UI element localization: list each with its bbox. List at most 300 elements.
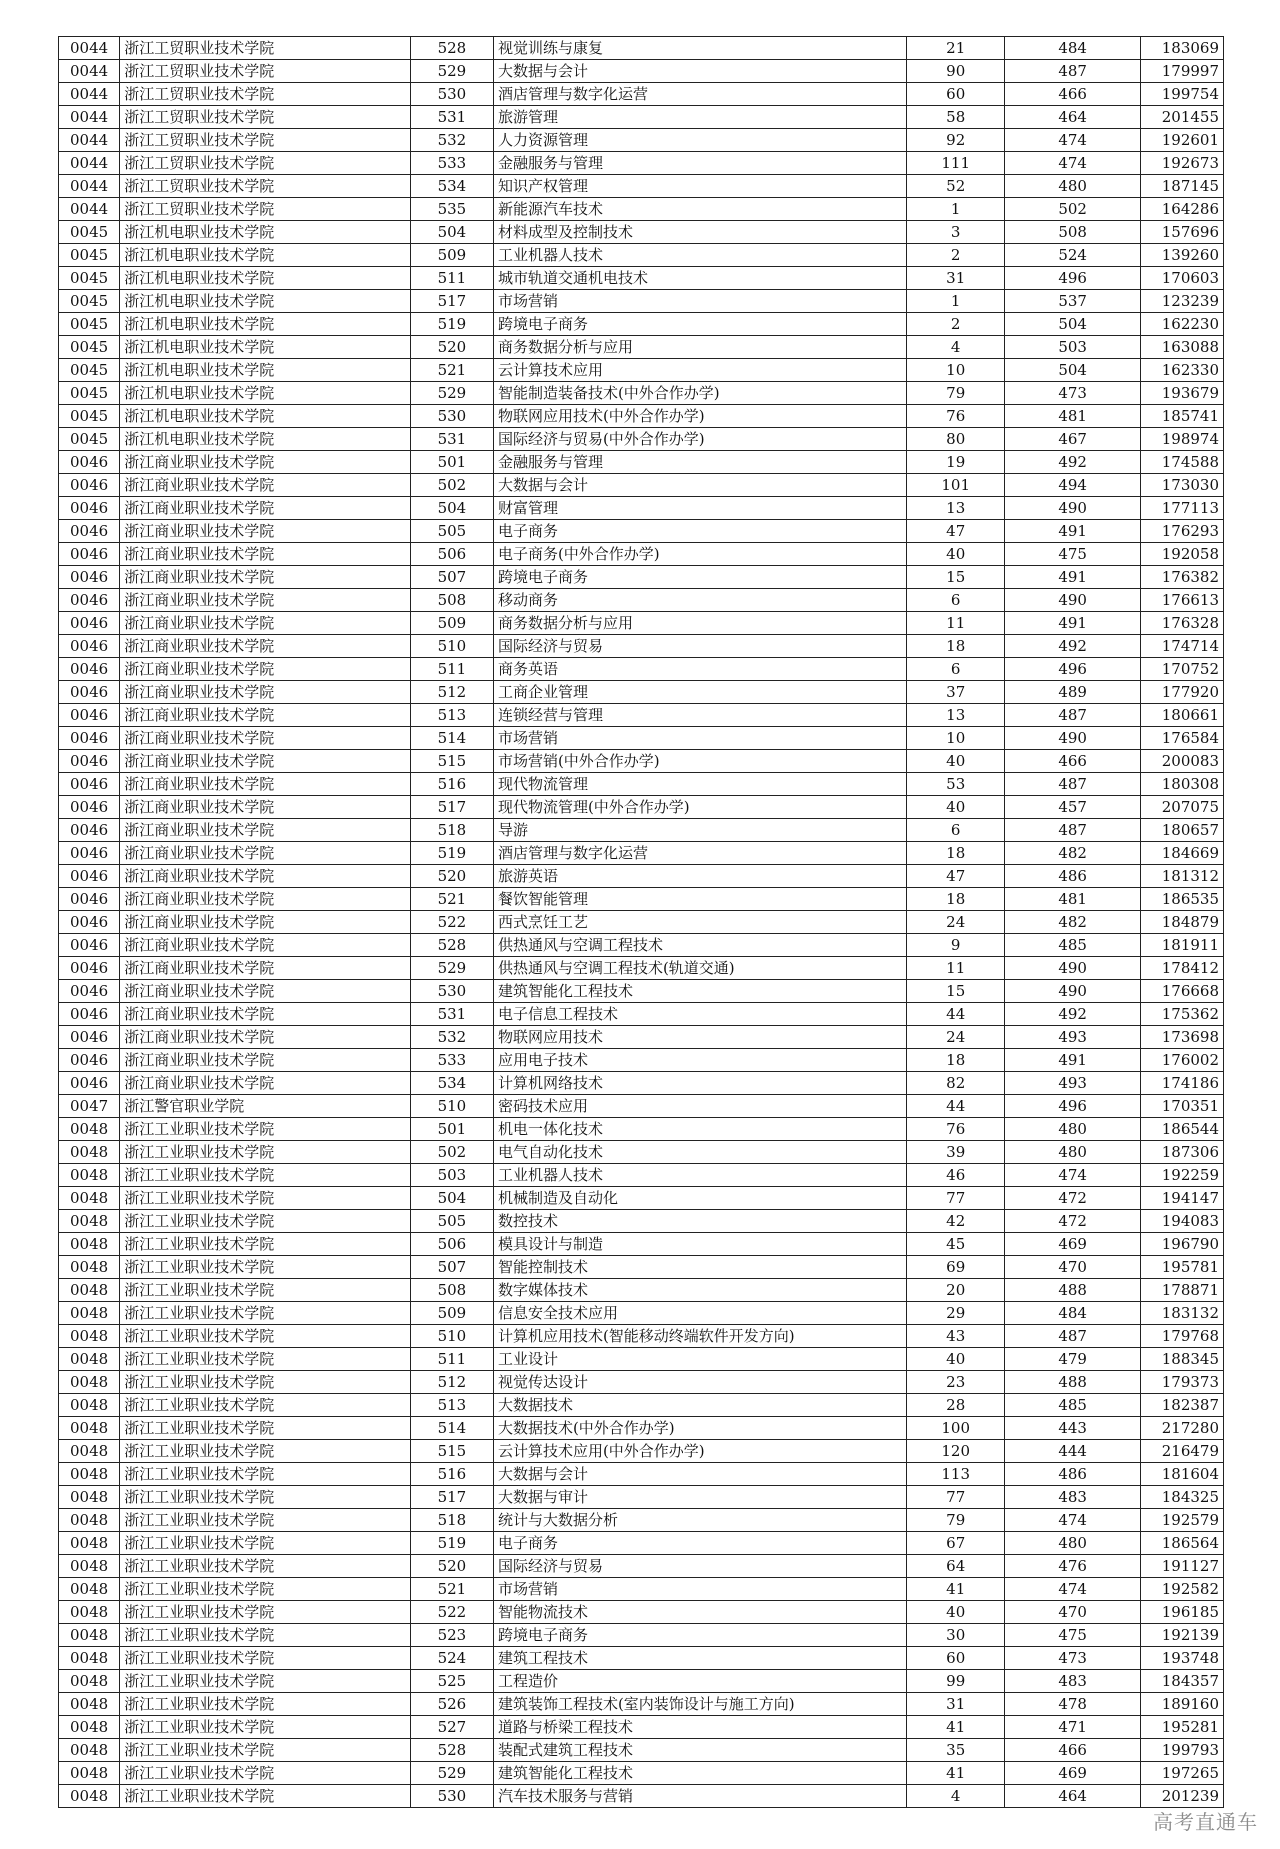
min-score-cell: 480: [1005, 1118, 1141, 1141]
table-row: [59, 589, 1224, 612]
school-code-cell: 0046: [59, 842, 120, 865]
plan-count-cell: 31: [907, 267, 1005, 290]
major-code-cell: 532: [410, 129, 493, 152]
major-name-cell: 云计算技术应用(中外合作办学): [493, 1440, 906, 1463]
major-code-cell: 528: [410, 1739, 493, 1762]
major-name-cell: 现代物流管理: [493, 773, 906, 796]
major-code-cell: 528: [410, 37, 493, 60]
major-name-cell: 旅游英语: [493, 865, 906, 888]
plan-count-cell: 24: [907, 911, 1005, 934]
major-code-cell: 532: [410, 1026, 493, 1049]
min-score-cell: 473: [1005, 1647, 1141, 1670]
plan-count-cell: 64: [907, 1555, 1005, 1578]
school-code-cell: 0048: [59, 1532, 120, 1555]
major-name-cell: 大数据技术(中外合作办学): [493, 1417, 906, 1440]
school-code-cell: 0046: [59, 934, 120, 957]
min-rank-cell: 183069: [1140, 37, 1223, 60]
min-score-cell: 488: [1005, 1279, 1141, 1302]
min-rank-cell: 176382: [1140, 566, 1223, 589]
table-row: [59, 1049, 1224, 1072]
major-code-cell: 513: [410, 704, 493, 727]
min-rank-cell: 193679: [1140, 382, 1223, 405]
min-score-cell: 484: [1005, 1302, 1141, 1325]
min-score-cell: 493: [1005, 1026, 1141, 1049]
major-name-cell: 智能制造装备技术(中外合作办学): [493, 382, 906, 405]
table-row: [59, 727, 1224, 750]
table-row: [59, 1118, 1224, 1141]
table-row: [59, 1601, 1224, 1624]
major-name-cell: 酒店管理与数字化运营: [493, 842, 906, 865]
table-row: [59, 612, 1224, 635]
major-name-cell: 建筑智能化工程技术: [493, 980, 906, 1003]
min-rank-cell: 179373: [1140, 1371, 1223, 1394]
min-score-cell: 493: [1005, 1072, 1141, 1095]
school-name-cell: 浙江工业职业技术学院: [120, 1670, 411, 1693]
school-name-cell: 浙江工业职业技术学院: [120, 1394, 411, 1417]
table-row: [59, 474, 1224, 497]
major-code-cell: 531: [410, 428, 493, 451]
school-name-cell: 浙江商业职业技术学院: [120, 911, 411, 934]
min-rank-cell: 179997: [1140, 60, 1223, 83]
school-name-cell: 浙江工业职业技术学院: [120, 1256, 411, 1279]
table-row: [59, 175, 1224, 198]
min-rank-cell: 176328: [1140, 612, 1223, 635]
school-name-cell: 浙江工业职业技术学院: [120, 1601, 411, 1624]
table-row: [59, 1072, 1224, 1095]
plan-count-cell: 90: [907, 60, 1005, 83]
major-name-cell: 国际经济与贸易: [493, 1555, 906, 1578]
school-code-cell: 0045: [59, 221, 120, 244]
table-row: [59, 1394, 1224, 1417]
major-name-cell: 统计与大数据分析: [493, 1509, 906, 1532]
plan-count-cell: 44: [907, 1095, 1005, 1118]
school-code-cell: 0044: [59, 83, 120, 106]
school-code-cell: 0048: [59, 1394, 120, 1417]
plan-count-cell: 99: [907, 1670, 1005, 1693]
school-code-cell: 0044: [59, 175, 120, 198]
min-score-cell: 444: [1005, 1440, 1141, 1463]
plan-count-cell: 21: [907, 37, 1005, 60]
min-score-cell: 470: [1005, 1601, 1141, 1624]
plan-count-cell: 18: [907, 842, 1005, 865]
min-rank-cell: 196790: [1140, 1233, 1223, 1256]
major-code-cell: 519: [410, 313, 493, 336]
school-code-cell: 0046: [59, 1003, 120, 1026]
table-row: [59, 106, 1224, 129]
min-score-cell: 485: [1005, 934, 1141, 957]
plan-count-cell: 47: [907, 865, 1005, 888]
major-code-cell: 509: [410, 1302, 493, 1325]
major-name-cell: 商务数据分析与应用: [493, 336, 906, 359]
table-row: [59, 152, 1224, 175]
school-name-cell: 浙江工业职业技术学院: [120, 1693, 411, 1716]
min-rank-cell: 174186: [1140, 1072, 1223, 1095]
major-name-cell: 供热通风与空调工程技术(轨道交通): [493, 957, 906, 980]
plan-count-cell: 40: [907, 796, 1005, 819]
school-name-cell: 浙江商业职业技术学院: [120, 819, 411, 842]
major-name-cell: 供热通风与空调工程技术: [493, 934, 906, 957]
school-name-cell: 浙江工业职业技术学院: [120, 1440, 411, 1463]
table-row: [59, 1371, 1224, 1394]
plan-count-cell: 40: [907, 1348, 1005, 1371]
table-row: [59, 336, 1224, 359]
school-code-cell: 0048: [59, 1463, 120, 1486]
major-code-cell: 519: [410, 842, 493, 865]
school-code-cell: 0048: [59, 1670, 120, 1693]
table-row: [59, 1348, 1224, 1371]
table-row: [59, 773, 1224, 796]
school-code-cell: 0045: [59, 405, 120, 428]
major-name-cell: 国际经济与贸易(中外合作办学): [493, 428, 906, 451]
table-row: [59, 566, 1224, 589]
table-row: [59, 1417, 1224, 1440]
plan-count-cell: 60: [907, 1647, 1005, 1670]
major-code-cell: 529: [410, 957, 493, 980]
min-score-cell: 443: [1005, 1417, 1141, 1440]
school-name-cell: 浙江工贸职业技术学院: [120, 83, 411, 106]
major-name-cell: 酒店管理与数字化运营: [493, 83, 906, 106]
table-row: [59, 865, 1224, 888]
min-rank-cell: 197265: [1140, 1762, 1223, 1785]
school-code-cell: 0046: [59, 750, 120, 773]
major-name-cell: 工商企业管理: [493, 681, 906, 704]
min-score-cell: 537: [1005, 290, 1141, 313]
min-rank-cell: 176002: [1140, 1049, 1223, 1072]
table-row: [59, 60, 1224, 83]
major-code-cell: 512: [410, 1371, 493, 1394]
major-code-cell: 501: [410, 1118, 493, 1141]
min-rank-cell: 196185: [1140, 1601, 1223, 1624]
min-rank-cell: 192673: [1140, 152, 1223, 175]
min-score-cell: 481: [1005, 405, 1141, 428]
table-row: [59, 1095, 1224, 1118]
min-score-cell: 464: [1005, 1785, 1141, 1808]
major-code-cell: 534: [410, 175, 493, 198]
table-row: [59, 313, 1224, 336]
major-code-cell: 523: [410, 1624, 493, 1647]
plan-count-cell: 52: [907, 175, 1005, 198]
major-name-cell: 电子商务(中外合作办学): [493, 543, 906, 566]
min-rank-cell: 123239: [1140, 290, 1223, 313]
school-code-cell: 0046: [59, 1072, 120, 1095]
major-code-cell: 511: [410, 267, 493, 290]
table-row: [59, 1440, 1224, 1463]
min-rank-cell: 192058: [1140, 543, 1223, 566]
school-code-cell: 0048: [59, 1118, 120, 1141]
min-score-cell: 470: [1005, 1256, 1141, 1279]
school-code-cell: 0046: [59, 980, 120, 1003]
min-score-cell: 475: [1005, 1624, 1141, 1647]
plan-count-cell: 10: [907, 359, 1005, 382]
major-code-cell: 522: [410, 1601, 493, 1624]
min-rank-cell: 194083: [1140, 1210, 1223, 1233]
school-name-cell: 浙江商业职业技术学院: [120, 1072, 411, 1095]
school-name-cell: 浙江工业职业技术学院: [120, 1486, 411, 1509]
min-score-cell: 490: [1005, 957, 1141, 980]
major-name-cell: 视觉传达设计: [493, 1371, 906, 1394]
school-code-cell: 0045: [59, 382, 120, 405]
min-rank-cell: 178412: [1140, 957, 1223, 980]
major-code-cell: 505: [410, 1210, 493, 1233]
plan-count-cell: 15: [907, 980, 1005, 1003]
school-name-cell: 浙江商业职业技术学院: [120, 474, 411, 497]
school-name-cell: 浙江工业职业技术学院: [120, 1647, 411, 1670]
school-code-cell: 0048: [59, 1210, 120, 1233]
table-row: [59, 428, 1224, 451]
min-score-cell: 466: [1005, 750, 1141, 773]
plan-count-cell: 13: [907, 497, 1005, 520]
table-row: [59, 1026, 1224, 1049]
plan-count-cell: 20: [907, 1279, 1005, 1302]
school-name-cell: 浙江工贸职业技术学院: [120, 129, 411, 152]
table-row: [59, 1233, 1224, 1256]
school-name-cell: 浙江机电职业技术学院: [120, 428, 411, 451]
min-rank-cell: 201239: [1140, 1785, 1223, 1808]
plan-count-cell: 39: [907, 1141, 1005, 1164]
plan-count-cell: 45: [907, 1233, 1005, 1256]
plan-count-cell: 40: [907, 1601, 1005, 1624]
major-code-cell: 521: [410, 1578, 493, 1601]
plan-count-cell: 4: [907, 1785, 1005, 1808]
table-row: [59, 1785, 1224, 1808]
school-code-cell: 0045: [59, 290, 120, 313]
school-code-cell: 0048: [59, 1141, 120, 1164]
school-code-cell: 0046: [59, 658, 120, 681]
min-score-cell: 494: [1005, 474, 1141, 497]
major-code-cell: 534: [410, 1072, 493, 1095]
min-score-cell: 489: [1005, 681, 1141, 704]
min-score-cell: 496: [1005, 1095, 1141, 1118]
min-rank-cell: 180308: [1140, 773, 1223, 796]
major-code-cell: 525: [410, 1670, 493, 1693]
major-code-cell: 531: [410, 106, 493, 129]
school-name-cell: 浙江机电职业技术学院: [120, 405, 411, 428]
min-score-cell: 469: [1005, 1233, 1141, 1256]
major-code-cell: 502: [410, 1141, 493, 1164]
major-name-cell: 模具设计与制造: [493, 1233, 906, 1256]
major-code-cell: 518: [410, 819, 493, 842]
min-score-cell: 483: [1005, 1486, 1141, 1509]
school-name-cell: 浙江商业职业技术学院: [120, 980, 411, 1003]
major-name-cell: 工业设计: [493, 1348, 906, 1371]
min-rank-cell: 170752: [1140, 658, 1223, 681]
major-name-cell: 汽车技术服务与营销: [493, 1785, 906, 1808]
table-row: [59, 382, 1224, 405]
school-code-cell: 0046: [59, 865, 120, 888]
school-code-cell: 0048: [59, 1371, 120, 1394]
major-code-cell: 514: [410, 1417, 493, 1440]
major-code-cell: 529: [410, 382, 493, 405]
table-row: [59, 1762, 1224, 1785]
plan-count-cell: 77: [907, 1486, 1005, 1509]
min-rank-cell: 179768: [1140, 1325, 1223, 1348]
school-code-cell: 0048: [59, 1762, 120, 1785]
school-name-cell: 浙江商业职业技术学院: [120, 1026, 411, 1049]
school-code-cell: 0045: [59, 267, 120, 290]
school-code-cell: 0046: [59, 911, 120, 934]
table-row: [59, 1141, 1224, 1164]
min-rank-cell: 187306: [1140, 1141, 1223, 1164]
school-name-cell: 浙江商业职业技术学院: [120, 727, 411, 750]
major-code-cell: 521: [410, 359, 493, 382]
school-code-cell: 0048: [59, 1647, 120, 1670]
major-name-cell: 导游: [493, 819, 906, 842]
min-rank-cell: 186544: [1140, 1118, 1223, 1141]
table-row: [59, 129, 1224, 152]
school-code-cell: 0046: [59, 796, 120, 819]
min-score-cell: 487: [1005, 704, 1141, 727]
min-score-cell: 481: [1005, 888, 1141, 911]
major-code-cell: 508: [410, 589, 493, 612]
min-score-cell: 484: [1005, 37, 1141, 60]
school-code-cell: 0048: [59, 1555, 120, 1578]
plan-count-cell: 24: [907, 1026, 1005, 1049]
plan-count-cell: 4: [907, 336, 1005, 359]
major-code-cell: 533: [410, 152, 493, 175]
min-score-cell: 487: [1005, 1325, 1141, 1348]
table-row: [59, 83, 1224, 106]
plan-count-cell: 40: [907, 543, 1005, 566]
school-code-cell: 0045: [59, 313, 120, 336]
min-rank-cell: 216479: [1140, 1440, 1223, 1463]
major-name-cell: 物联网应用技术(中外合作办学): [493, 405, 906, 428]
table-row: [59, 888, 1224, 911]
major-code-cell: 529: [410, 60, 493, 83]
school-name-cell: 浙江工业职业技术学院: [120, 1578, 411, 1601]
school-code-cell: 0045: [59, 359, 120, 382]
min-score-cell: 472: [1005, 1210, 1141, 1233]
major-name-cell: 数控技术: [493, 1210, 906, 1233]
school-name-cell: 浙江商业职业技术学院: [120, 888, 411, 911]
min-score-cell: 502: [1005, 198, 1141, 221]
school-code-cell: 0046: [59, 612, 120, 635]
min-rank-cell: 188345: [1140, 1348, 1223, 1371]
min-rank-cell: 185741: [1140, 405, 1223, 428]
min-rank-cell: 191127: [1140, 1555, 1223, 1578]
plan-count-cell: 6: [907, 589, 1005, 612]
school-name-cell: 浙江商业职业技术学院: [120, 773, 411, 796]
plan-count-cell: 111: [907, 152, 1005, 175]
min-score-cell: 457: [1005, 796, 1141, 819]
major-name-cell: 物联网应用技术: [493, 1026, 906, 1049]
plan-count-cell: 77: [907, 1187, 1005, 1210]
plan-count-cell: 41: [907, 1578, 1005, 1601]
school-code-cell: 0046: [59, 497, 120, 520]
school-code-cell: 0045: [59, 244, 120, 267]
min-rank-cell: 157696: [1140, 221, 1223, 244]
school-name-cell: 浙江商业职业技术学院: [120, 635, 411, 658]
min-score-cell: 490: [1005, 589, 1141, 612]
major-code-cell: 509: [410, 612, 493, 635]
table-row: [59, 957, 1224, 980]
school-code-cell: 0046: [59, 1049, 120, 1072]
min-rank-cell: 186535: [1140, 888, 1223, 911]
min-score-cell: 524: [1005, 244, 1141, 267]
min-score-cell: 490: [1005, 727, 1141, 750]
min-rank-cell: 180661: [1140, 704, 1223, 727]
school-name-cell: 浙江商业职业技术学院: [120, 865, 411, 888]
plan-count-cell: 41: [907, 1762, 1005, 1785]
plan-count-cell: 60: [907, 83, 1005, 106]
min-score-cell: 472: [1005, 1187, 1141, 1210]
min-rank-cell: 177113: [1140, 497, 1223, 520]
min-score-cell: 480: [1005, 175, 1141, 198]
school-name-cell: 浙江商业职业技术学院: [120, 566, 411, 589]
min-rank-cell: 183132: [1140, 1302, 1223, 1325]
plan-count-cell: 80: [907, 428, 1005, 451]
major-name-cell: 电子商务: [493, 520, 906, 543]
min-rank-cell: 180657: [1140, 819, 1223, 842]
major-name-cell: 旅游管理: [493, 106, 906, 129]
min-score-cell: 508: [1005, 221, 1141, 244]
school-code-cell: 0048: [59, 1417, 120, 1440]
major-code-cell: 520: [410, 336, 493, 359]
min-score-cell: 475: [1005, 543, 1141, 566]
school-code-cell: 0046: [59, 474, 120, 497]
major-name-cell: 装配式建筑工程技术: [493, 1739, 906, 1762]
table-row: [59, 497, 1224, 520]
min-rank-cell: 199754: [1140, 83, 1223, 106]
major-code-cell: 503: [410, 1164, 493, 1187]
major-name-cell: 视觉训练与康复: [493, 37, 906, 60]
min-score-cell: 487: [1005, 819, 1141, 842]
min-rank-cell: 184325: [1140, 1486, 1223, 1509]
min-rank-cell: 173698: [1140, 1026, 1223, 1049]
major-name-cell: 餐饮智能管理: [493, 888, 906, 911]
min-score-cell: 469: [1005, 1762, 1141, 1785]
major-code-cell: 517: [410, 1486, 493, 1509]
min-rank-cell: 192139: [1140, 1624, 1223, 1647]
table-row: [59, 1486, 1224, 1509]
school-name-cell: 浙江机电职业技术学院: [120, 244, 411, 267]
min-rank-cell: 162330: [1140, 359, 1223, 382]
plan-count-cell: 67: [907, 1532, 1005, 1555]
school-code-cell: 0048: [59, 1578, 120, 1601]
plan-count-cell: 23: [907, 1371, 1005, 1394]
table-row: [59, 934, 1224, 957]
school-name-cell: 浙江商业职业技术学院: [120, 1049, 411, 1072]
plan-count-cell: 6: [907, 819, 1005, 842]
major-code-cell: 520: [410, 1555, 493, 1578]
min-score-cell: 487: [1005, 60, 1141, 83]
min-score-cell: 466: [1005, 83, 1141, 106]
school-name-cell: 浙江商业职业技术学院: [120, 934, 411, 957]
min-rank-cell: 176613: [1140, 589, 1223, 612]
table-row: [59, 704, 1224, 727]
major-name-cell: 数字媒体技术: [493, 1279, 906, 1302]
school-code-cell: 0046: [59, 635, 120, 658]
plan-count-cell: 82: [907, 1072, 1005, 1095]
table-row: [59, 359, 1224, 382]
min-score-cell: 467: [1005, 428, 1141, 451]
plan-count-cell: 79: [907, 1509, 1005, 1532]
school-name-cell: 浙江工业职业技术学院: [120, 1509, 411, 1532]
major-name-cell: 移动商务: [493, 589, 906, 612]
min-score-cell: 490: [1005, 980, 1141, 1003]
table-row: [59, 1164, 1224, 1187]
school-name-cell: 浙江工业职业技术学院: [120, 1624, 411, 1647]
major-code-cell: 526: [410, 1693, 493, 1716]
plan-count-cell: 18: [907, 1049, 1005, 1072]
school-code-cell: 0046: [59, 566, 120, 589]
min-score-cell: 483: [1005, 1670, 1141, 1693]
min-rank-cell: 176668: [1140, 980, 1223, 1003]
table-row: [59, 267, 1224, 290]
major-code-cell: 527: [410, 1716, 493, 1739]
min-rank-cell: 170351: [1140, 1095, 1223, 1118]
plan-count-cell: 15: [907, 566, 1005, 589]
major-code-cell: 515: [410, 750, 493, 773]
